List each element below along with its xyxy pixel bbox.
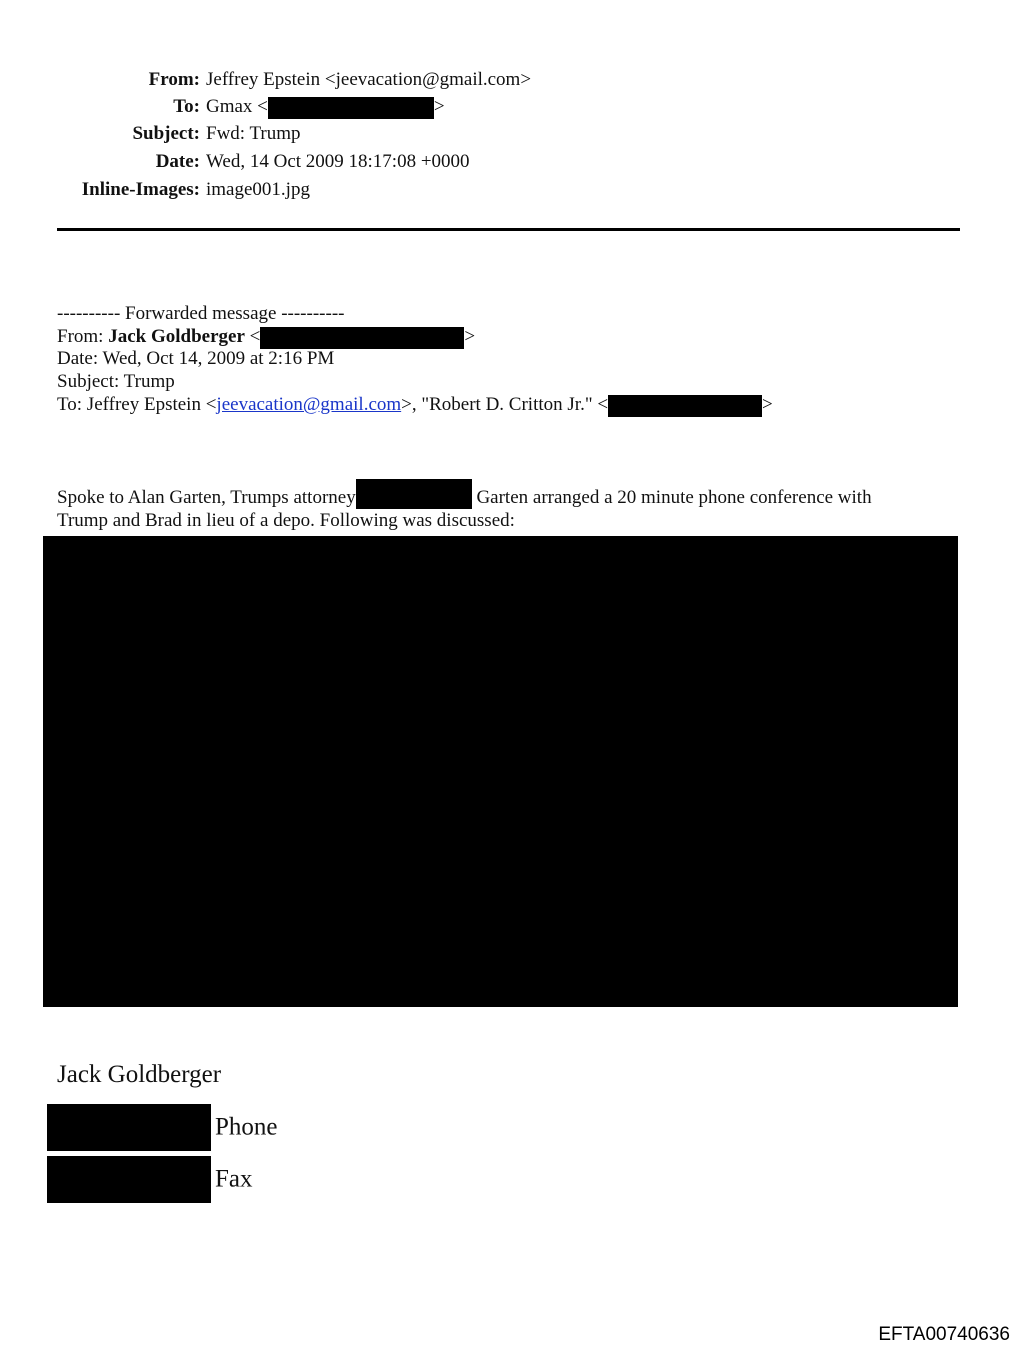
header-to-close: >	[433, 96, 445, 117]
forwarded-from-close: >	[464, 326, 476, 347]
signature-fax-label: Fax	[215, 1165, 253, 1193]
forwarded-to-row	[57, 393, 773, 417]
signature-name: Jack Goldberger	[57, 1061, 222, 1088]
forwarded-to-prefix: To: Jeffrey Epstein <	[57, 394, 217, 415]
header-subject-row	[0, 120, 900, 147]
redaction-block	[268, 97, 434, 119]
redaction-block	[47, 1156, 211, 1203]
header-to-label: To:	[173, 96, 200, 117]
signature-phone-row	[47, 1104, 278, 1151]
signature-phone-label: Phone	[215, 1113, 278, 1141]
body-line-1	[57, 479, 957, 509]
body-line-2: Trump and Brad in lieu of a depo. Following was discussed:	[57, 510, 515, 531]
forwarded-separator: ---------- Forwarded message ----------	[57, 303, 345, 324]
header-to-value: Gmax <	[206, 96, 268, 117]
redaction-block	[260, 327, 464, 349]
header-divider	[57, 228, 960, 231]
forwarded-from-name: Jack Goldberger	[108, 326, 245, 347]
signature-fax-row	[47, 1156, 253, 1203]
body-line-1a: Spoke to Alan Garten, Trumps attorney	[57, 487, 356, 508]
header-from-value: Jeffrey Epstein <jeevacation@gmail.com>	[206, 69, 532, 90]
redaction-block	[47, 1104, 211, 1151]
header-subject-label: Subject:	[132, 123, 200, 144]
header-from-row	[0, 66, 900, 93]
redaction-block-large	[43, 536, 958, 1007]
header-images-label: Inline-Images:	[81, 179, 200, 200]
header-to-row	[0, 93, 900, 120]
header-subject-value: Fwd: Trump	[206, 123, 301, 144]
header-images-value: image001.jpg	[206, 179, 310, 200]
header-date-label: Date:	[155, 151, 200, 172]
header-from-label: From:	[148, 69, 200, 90]
bates-number: EFTA00740636	[878, 1324, 1010, 1345]
forwarded-to-middle: >, "Robert D. Critton Jr." <	[401, 394, 609, 415]
header-date-value: Wed, 14 Oct 2009 18:17:08 +0000	[206, 151, 470, 172]
email-link[interactable]: jeevacation@gmail.com	[216, 394, 402, 415]
header-date-row	[0, 148, 900, 175]
message-body	[57, 479, 957, 532]
forwarded-from-prefix: From:	[57, 326, 109, 347]
body-line-1b: Garten arranged a 20 minute phone conference with	[471, 487, 872, 508]
forwarded-date: Date: Wed, Oct 14, 2009 at 2:16 PM	[57, 348, 335, 369]
redaction-block	[608, 395, 762, 417]
forwarded-from-open: <	[244, 326, 261, 347]
forwarded-from-row	[57, 325, 475, 349]
redaction-block	[356, 479, 472, 509]
forwarded-to-close: >	[762, 394, 773, 415]
forwarded-subject: Subject: Trump	[57, 371, 175, 392]
header-images-row	[0, 176, 900, 203]
